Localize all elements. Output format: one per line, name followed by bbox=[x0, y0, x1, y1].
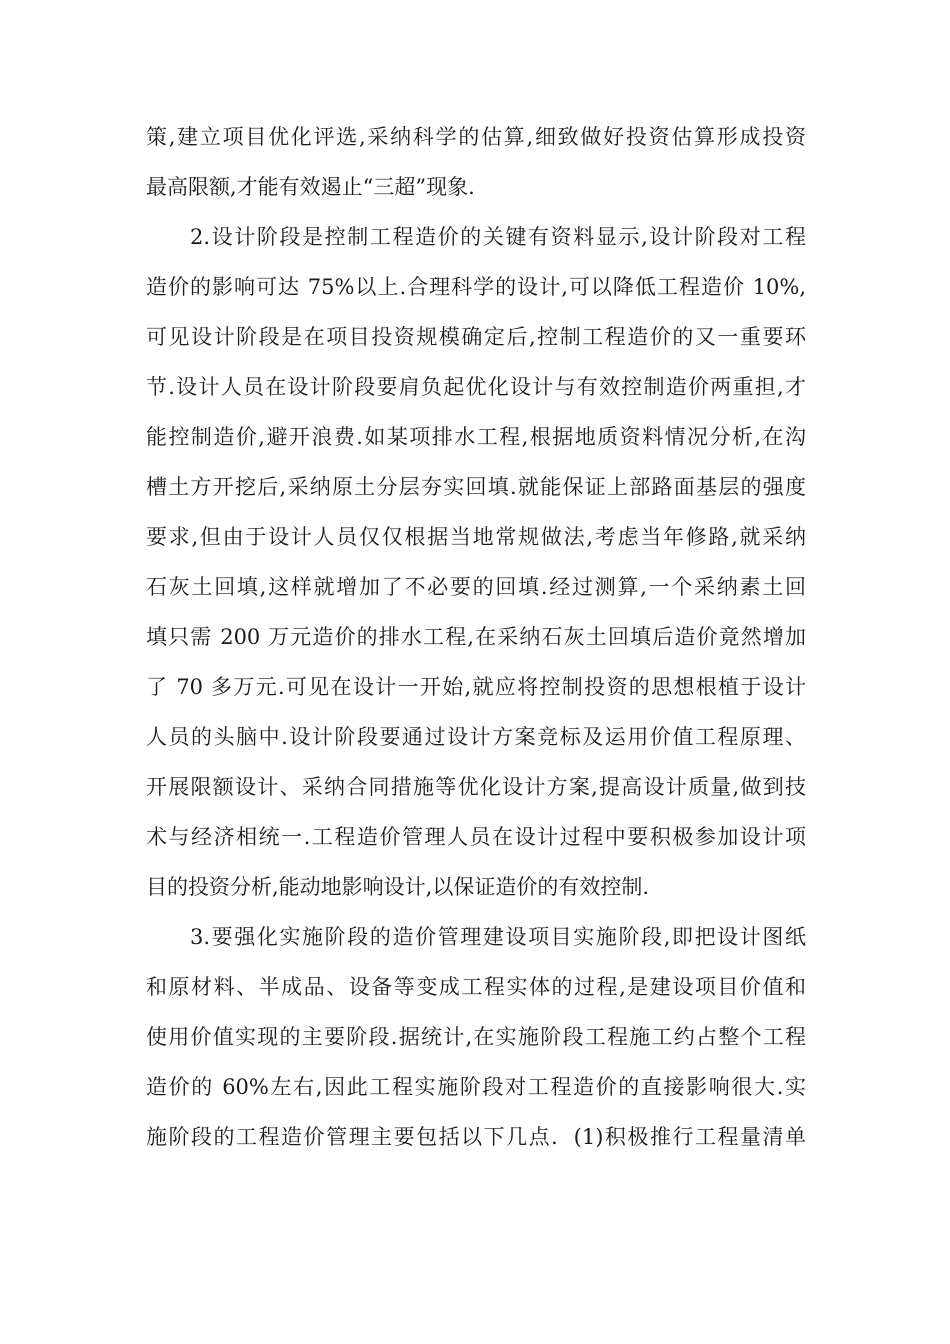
text-line: 开展限额设计、采纳合同措施等优化设计方案,提高设计质量,做到技 bbox=[146, 775, 806, 799]
text-line: 3.要强化实施阶段的造价管理建设项目实施阶段,即把设计图纸 bbox=[190, 925, 806, 949]
text-line: 可见设计阶段是在项目投资规模确定后,控制工程造价的又一重要环 bbox=[146, 325, 806, 349]
text-line: 术与经济相统一.工程造价管理人员在设计过程中要积极参加设计项 bbox=[146, 825, 806, 849]
text-line: 石灰土回填,这样就增加了不必要的回填.经过测算,一个采纳素土回 bbox=[146, 575, 806, 599]
text-line: 造价的影响可达 75%以上.合理科学的设计,可以降低工程造价 10%, bbox=[146, 275, 806, 299]
text-line: 填只需 200 万元造价的排水工程,在采纳石灰土回填后造价竟然增加 bbox=[146, 625, 806, 649]
text-line: 节.设计人员在设计阶段要肩负起优化设计与有效控制造价两重担,才 bbox=[146, 375, 806, 399]
text-line: 使用价值实现的主要阶段.据统计,在实施阶段工程施工约占整个工程 bbox=[146, 1025, 806, 1049]
text-line: 施阶段的工程造价管理主要包括以下几点．(1)积极推行工程量清单 bbox=[146, 1125, 806, 1149]
text-line: 人员的头脑中.设计阶段要通过设计方案竞标及运用价值工程原理、 bbox=[146, 725, 806, 749]
text-line: 和原材料、半成品、设备等变成工程实体的过程,是建设项目价值和 bbox=[146, 975, 806, 999]
text-line: 最高限额,才能有效遏止“三超”现象. bbox=[146, 175, 475, 199]
text-line: 了 70 多万元.可见在设计一开始,就应将控制投资的思想根植于设计 bbox=[146, 675, 806, 699]
text-line: 造价的 60%左右,因此工程实施阶段对工程造价的直接影响很大.实 bbox=[146, 1075, 806, 1099]
paragraph-implementation-stage bbox=[146, 912, 806, 1162]
text-line: 2.设计阶段是控制工程造价的关键有资料显示,设计阶段对工程 bbox=[190, 225, 806, 249]
text-line: 策,建立项目优化评选,采纳科学的估算,细致做好投资估算形成投资 bbox=[146, 125, 806, 149]
document-body bbox=[146, 112, 806, 1162]
text-line: 槽土方开挖后,采纳原土分层夯实回填.就能保证上部路面基层的强度 bbox=[146, 475, 806, 499]
text-line: 目的投资分析,能动地影响设计,以保证造价的有效控制. bbox=[146, 875, 650, 899]
text-line: 能控制造价,避开浪费.如某项排水工程,根据地质资料情况分析,在沟 bbox=[146, 425, 806, 449]
paragraph-continuation bbox=[146, 112, 806, 212]
text-line: 要求,但由于设计人员仅仅根据当地常规做法,考虑当年修路,就采纳 bbox=[146, 525, 806, 549]
paragraph-design-stage bbox=[146, 212, 806, 912]
